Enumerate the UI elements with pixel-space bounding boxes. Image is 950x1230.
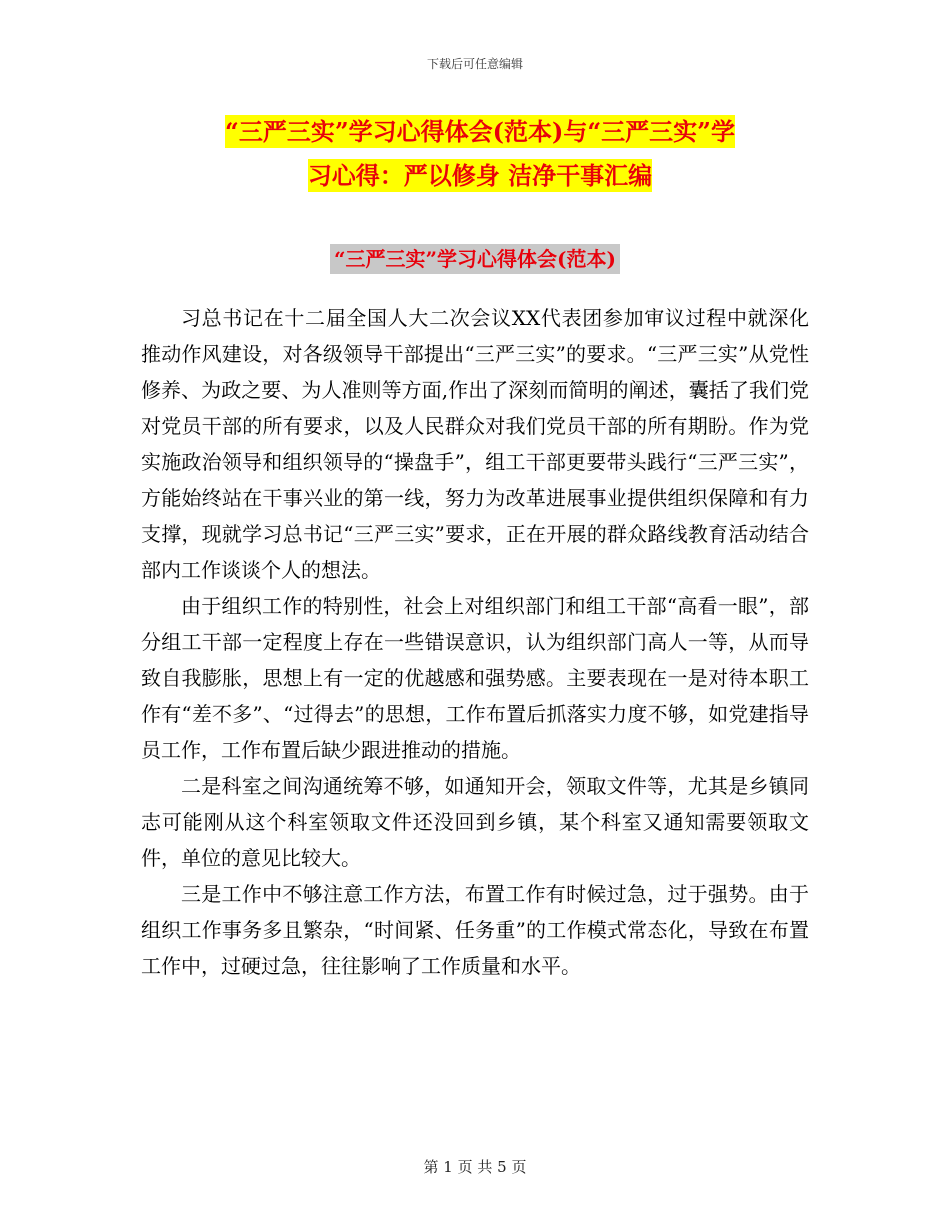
header-note: 下载后可任意编辑 [426,57,523,71]
document-title-line-2: 习心得：严以修身 洁净干事汇编 [307,161,653,190]
section-title-text: “三严三实”学习心得体会(范本) [330,244,620,274]
paragraph: 习总书记在十二届全国人大二次会议XX代表团参加审议过程中就深化推动作风建设，对各级领导干部提出“三严三实”的要求。“三严三实”从党性修养、为政之要、为人准则等方面,作出了深刻而简明的阐述，囊括了我们党对党员干部的所有要求，以及人民群众对我们党员干部的所有期盼。作为党实施政治领导和组织领导的“操盘手”，组工干部更要带头践行“三严三实”，方能始终站在干事兴业的第一线，努力为改革进展事业提供组织保障和有力支撑，现就学习总书记“三严三实”要求，正在开展的群众路线教育活动结合部内工作谈谈个人的想法。 [141,306,809,582]
paragraph: 二是科室之间沟通统筹不够，如通知开会，领取文件等，尤其是乡镇同志可能刚从这个科室领取文件还没回到乡镇，某个科室又通知需要领取文件，单位的意见比较大。 [141,774,809,870]
document-title-line-1: “三严三实”学习心得体会(范本)与“三严三实”学 [225,117,735,146]
section-title [0,243,950,272]
paragraph: 三是工作中不够注意工作方法，布置工作有时候过急，过于强势。由于组织工作事务多且繁杂，“时间紧、任务重”的工作模式常态化，导致在布置工作中，过硬过急，往往影响了工作质量和水平。 [141,882,809,978]
document-title [150,110,810,198]
document-body [141,300,809,984]
paragraph: 由于组织工作的特别性，社会上对组织部门和组工干部“高看一眼”，部分组工干部一定程度上存在一些错误意识，认为组织部门高人一等，从而导致自我膨胀，思想上有一定的优越感和强势感。主要表现在一是对待本职工作有“差不多”、“过得去”的思想，工作布置后抓落实力度不够，如党建指导员工作，工作布置后缺少跟进推动的措施。 [141,594,809,762]
page-number: 第 1 页 共 5 页 [423,1158,527,1176]
